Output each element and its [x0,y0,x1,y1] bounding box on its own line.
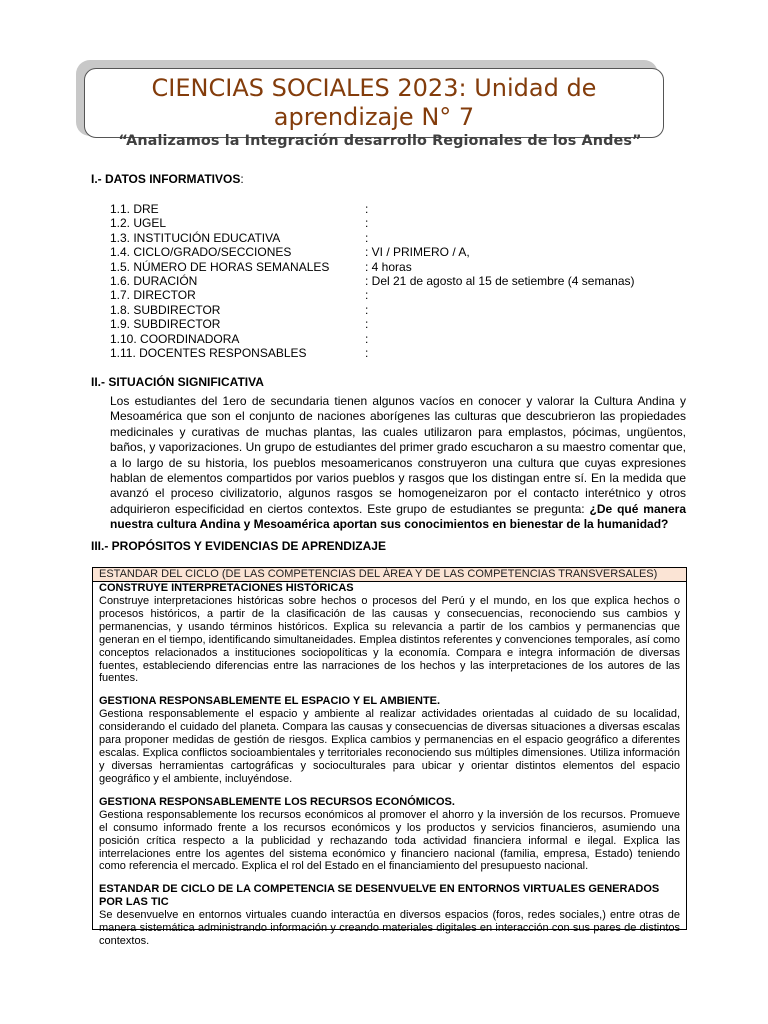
info-value: : [365,230,369,245]
info-value: : Del 21 de agosto al 15 de setiembre (4 semanas) [365,273,635,288]
info-value: : VI / PRIMERO / A, [365,245,470,260]
standard-title: GESTIONA RESPONSABLEMENTE EL ESPACIO Y EL AMBIENTE. [99,695,441,708]
info-row [110,260,670,274]
info-label: 1.4. CICLO/GRADO/SECCIONES [110,245,292,260]
info-label: 1.6. DURACIÓN [110,273,198,288]
info-row [110,303,670,317]
info-row [110,245,670,259]
section-heading-situacion: II.- SITUACIÓN SIGNIFICATIVA [91,375,264,389]
standard-block [93,796,686,874]
info-value: : [365,288,369,303]
info-label: 1.3. INSTITUCIÓN EDUCATIVA [110,230,281,245]
section-heading-datos-colon: : [240,172,244,186]
section-heading-propositos: III.- PROPÓSITOS Y EVIDENCIAS DE APRENDIZAJE [91,539,386,553]
info-label: 1.8. SUBDIRECTOR [110,302,221,317]
datos-informativos-list [110,202,670,360]
info-label: 1.7. DIRECTOR [110,288,196,303]
info-value: : [365,331,369,346]
info-label: 1.1. DRE [110,202,159,216]
info-row [110,231,670,245]
info-row [110,216,670,230]
info-label: 1.11. DOCENTES RESPONSABLES [110,345,307,360]
info-row [110,346,670,360]
standard-block [93,582,686,685]
info-value: : [365,202,369,216]
info-value: : 4 horas [365,259,412,274]
section-heading-datos [91,172,244,186]
info-value: : [365,317,369,332]
standard-text: Gestiona responsablemente los recursos económicos al promover el ahorro y la inversión de los recursos. Promueve el consumo informado frente a los recursos económicos y los productos y servicios financieros, asumiendo una posición crítica respecto a la publicidad y rechazando toda actividad financiera informal e ilegal. Explica las interrelaciones entre los agentes del sistema económico y financiero nacional (familia, empresa, Estado) teniendo como referencia el mercado. Explica el rol del Estado en el financiamiento del presupuesto nacional. [99,808,680,873]
info-label: 1.5. NÚMERO DE HORAS SEMANALES [110,259,330,274]
info-label: 1.2. UGEL [110,216,167,231]
standards-blocks [93,582,686,948]
info-row [110,202,670,216]
info-row [110,274,670,288]
standard-text: Construye interpretaciones históricas sobre hechos o procesos del Perú y el mundo, en los que explica hechos o procesos históricos, a partir de la clasificación de las causas y consecuencias, reconociendo sus cambios y permanencias, y usando términos históricos. Explica su relevancia a partir de los cambios y permanencias que generan en el tiempo, identificando simultaneidades. Emplea distintos referentes y convenciones temporales, así como conceptos relacionados a instituciones sociopolíticas y la economía. Compara e integra información de diversas fuentes, estableciendo diferencias entre las narraciones de los hechos y las interpretaciones de los autores de las fuentes. [99,595,680,685]
page-subtitle: “Analizamos la Integración desarrollo Regionales de los Andes” [118,133,642,149]
standard-title: GESTIONA RESPONSABLEMENTE LOS RECURSOS ECONÓMICOS. [99,795,455,808]
info-value: : [365,216,369,231]
info-label: 1.10. COORDINADORA [110,331,240,346]
info-value: : [365,302,369,317]
page-title: CIENCIAS SOCIALES 2023: Unidad de aprendizaje N° 7 [151,74,597,131]
situacion-paragraph [110,394,686,533]
situacion-text: Los estudiantes del 1ero de secundaria tienen algunos vacíos en conocer y valorar la Cultura Andina y Mesoamérica que son el conjunto de naciones aborígenes las culturas que descubrieron las propiedades medicinales y curativas de muchas plantas, las cuales utilizaron para emplastos, pócimas, ungüentos, baños, y vaporizaciones. Un grupo de estudiantes del primer grado escucharon a su maestro comentar que, a lo largo de su historia, los pueblos mesoamericanos construyeron una cultura que cuyas expresiones hablan de elementos compartidos por varios pueblos y rasgos que los distingan entre sí. En la medida que avanzó el proceso civilizatorio, algunos rasgos se homogeneizaron por el contacto interétnico y otros adquirieron especificidad en ciertos contextos. Este grupo de estudiantes se pregunta: [110,394,686,516]
standard-text: Gestiona responsablemente el espacio y ambiente al realizar actividades orientadas al cuidado de su localidad, considerando el cuidado del planeta. Compara las causas y consecuencias de diversas situaciones a diversas escalas para proponer medidas de gestión de riesgos. Explica cambios y permanencias en el espacio geográfico a diferentes escalas. Explica conflictos socioambientales y territoriales reconociendo sus múltiples dimensiones. Utiliza información y diversas herramientas cartográficas y socioculturales para ubicar y orientar distintos elementos del espacio geográfico y el ambiente, incluyéndose. [99,708,680,785]
standard-block [93,883,686,948]
info-row [110,288,670,302]
info-value: : [365,345,369,360]
standards-table-header: ESTANDAR DEL CICLO (DE LAS COMPETENCIAS DEL ÁREA Y DE LAS COMPETENCIAS TRANSVERSALES) [93,568,686,582]
info-row [110,332,670,346]
info-label: 1.9. SUBDIRECTOR [110,317,221,332]
situacion-question: ¿De qué manera nuestra cultura Andina y Mesoamérica aportan sus conocimientos en bienestar de la humanidad? [110,501,686,532]
standards-table [92,567,687,948]
info-row [110,317,670,331]
section-heading-datos-text: I.- DATOS INFORMATIVOS [91,172,241,186]
standard-block [93,695,686,785]
standard-title: CONSTRUYE INTERPRETACIONES HISTÓRICAS [99,582,354,594]
standard-title: ESTANDAR DE CICLO DE LA COMPETENCIA SE DESENVUELVE EN ENTORNOS VIRTUALES GENERADOS POR LAS TIC [99,883,660,909]
standard-text: Se desenvuelve en entornos virtuales cuando interactúa en diversos espacios (foros, redes sociales,) entre otras de manera sistemática administrando información y creando materiales digitales en interacción con sus pares de distintos contextos. [99,909,680,948]
